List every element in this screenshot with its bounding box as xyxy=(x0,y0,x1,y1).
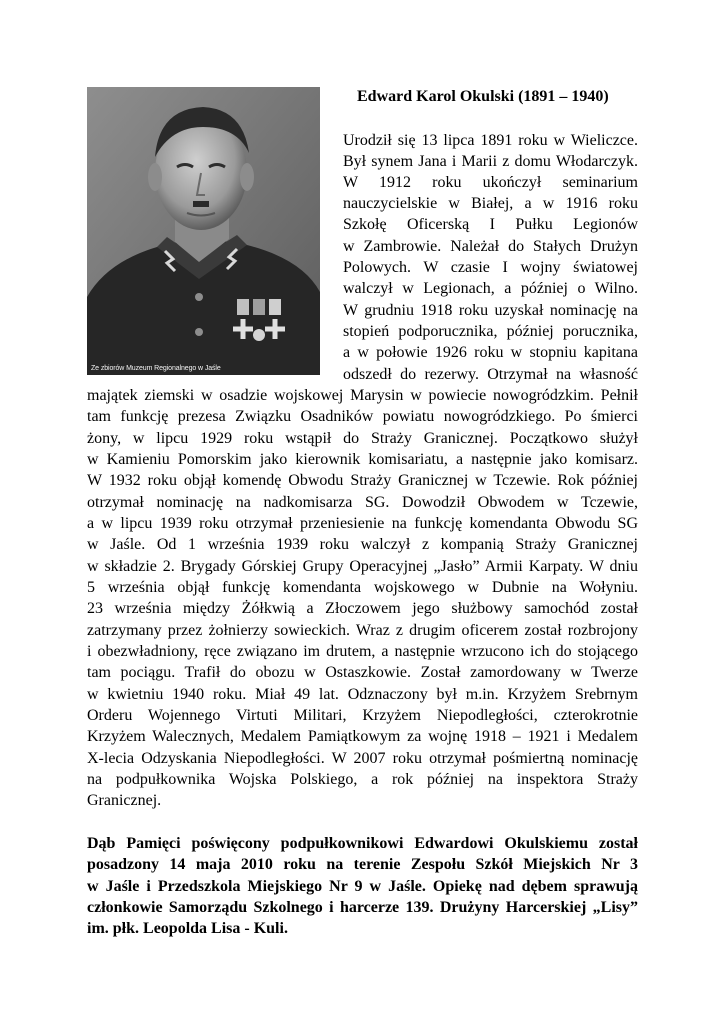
text-line: w składzie 2. Brygady Górskiej Grupy Operacyjnej „Jasło” Armii Karpaty. W dniu xyxy=(87,558,638,575)
text-line: w kwietniu 1940 roku. Miał 49 lat. Odznaczony był m.in. Krzyżem Srebrnym xyxy=(87,686,638,703)
text-line: majątek ziemski w osadzie wojskowej Marysin w powiecie nowogródzkim. Pełnił xyxy=(87,387,638,404)
text-line: na podpułkownika Wojska Polskiego, a rok później na inspektora Straży xyxy=(87,771,638,788)
text-line: im. płk. Leopolda Lisa - Kuli. xyxy=(87,920,288,937)
text-line: posadzony 14 maja 2010 roku na terenie Zespołu Szkół Miejskich Nr 3 xyxy=(87,856,638,873)
text-line: W 1932 roku objął komendę Obwodu Straży Granicznej w Tczewie. Rok później xyxy=(87,472,638,489)
text-line: W 1912 roku ukończył seminarium xyxy=(343,174,638,191)
text-line: Był synem Jana i Marii z domu Włodarczyk. xyxy=(343,153,638,170)
portrait-photo xyxy=(87,87,320,375)
text-line: Szkołę Oficerską I Pułku Legionów xyxy=(343,216,638,233)
photo-caption: Ze zbiorów Muzeum Regionalnego w Jaśle xyxy=(91,365,221,372)
text-line: w Jaśle i Przedszkola Miejskiego Nr 9 w Jaśle. Opiekę nad dębem sprawują xyxy=(87,878,638,895)
text-line: walczył w Legionach, a później o Wilno. xyxy=(343,280,638,297)
text-line: 5 września objął funkcję komendanta wojskowego w Dubnie na Wołyniu. xyxy=(87,579,638,596)
text-line: stopień podporucznika, później porucznika, xyxy=(343,323,638,340)
text-line: a w połowie 1926 roku w stopniu kapitana xyxy=(343,344,638,361)
text-line: W grudniu 1918 roku uzyskał nominację na xyxy=(343,302,638,319)
text-line: 23 września między Żółkwią a Złoczowem jego służbowy samochód został xyxy=(87,600,638,617)
text-line: Granicznej. xyxy=(87,792,162,809)
text-line: Orderu Wojennego Virtuti Militari, Krzyżem Niepodległości, czterokrotnie xyxy=(87,707,638,724)
text-line: Urodził się 13 lipca 1891 roku w Wieliczce. xyxy=(343,132,638,149)
text-line: tam funkcję prezesa Związku Osadników powiatu nowogródzkiego. Po śmierci xyxy=(87,408,638,425)
text-line: Dąb Pamięci poświęcony podpułkownikowi Edwardowi Okulskiemu został xyxy=(87,835,638,852)
text-line: X-lecia Odzyskania Niepodległości. W 2007 roku otrzymał pośmiertną nominację xyxy=(87,750,638,767)
text-line: i obezwładniony, ręce związano im drutem, a następnie wrzucono ich do stojącego xyxy=(87,643,638,660)
text-line: w Jaśle. Od 1 września 1939 roku walczył z kompanią Straży Granicznej xyxy=(87,536,638,553)
text-line: tam pociągu. Trafił do obozu w Ostaszkowie. Został zamordowany w Twerze xyxy=(87,664,638,681)
page-title: Edward Karol Okulski (1891 – 1940) xyxy=(357,88,609,105)
text-line: żony, w lipcu 1929 roku wstąpił do Straży Granicznej. Początkowo służył xyxy=(87,430,638,447)
text-line: członkowie Samorządu Szkolnego i harcerze 139. Drużyny Harcerskiej „Lisy” xyxy=(87,899,638,916)
text-line: w Kamieniu Pomorskim jako kierownik komisariatu, a następnie jako komisarz. xyxy=(87,451,638,468)
text-line: zatrzymany przez żołnierzy sowieckich. Wraz z drugim oficerem został rozbrojony xyxy=(87,622,638,639)
text-line: Krzyżem Walecznych, Medalem Pamiątkowym za wojnę 1918 – 1921 i Medalem xyxy=(87,728,638,745)
text-line: odszedł do rezerwy. Otrzymał na własność xyxy=(343,366,638,383)
text-line: otrzymał nominację na nadkomisarza SG. Dowodził Obwodem w Tczewie, xyxy=(87,494,638,511)
text-line: w Zambrowie. Należał do Stałych Drużyn xyxy=(343,238,638,255)
text-line: Polowych. W czasie I wojny światowej xyxy=(343,259,638,276)
text-line: nauczycielskie w Białej, a w 1916 roku xyxy=(343,195,638,212)
text-line: a w lipcu 1939 roku otrzymał przeniesienie na funkcję komendanta Obwodu SG xyxy=(87,515,638,532)
portrait-image xyxy=(87,87,320,375)
